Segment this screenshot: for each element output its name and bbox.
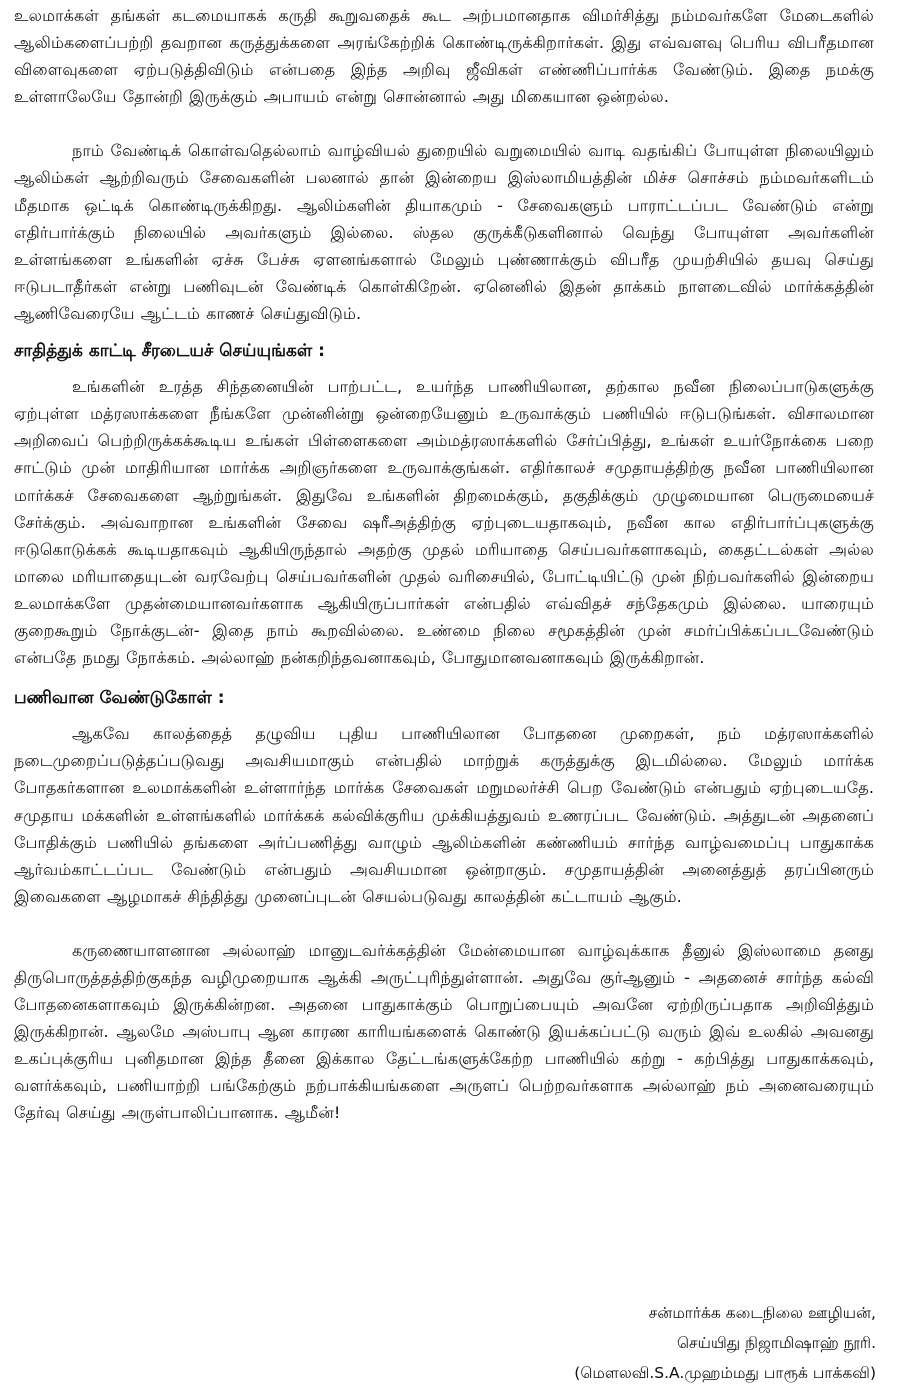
signature-block: [574, 1298, 876, 1388]
paragraph-2: நாம் வேண்டிக் கொள்வதெல்லாம் வாழ்வியல் துறையில் வறுமையில் வாடி வதங்கிப் போயுள்ள நிலையிலும் ஆலிம்கள் ஆற்றிவரும் சேவைகளின் பலனால் தான் இன்றைய இஸ்லாமியத்தின் மிச்ச சொச்சம் நம்மவர்களிடம் மீதமாக ஒட்டிக் கொண்டிருக்கிறது. ஆலிம்களின் தியாகமும் - சேவைகளும் பாராட்டப்பட வேண்டும் என்று எதிர்பார்க்கும் நிலையில் அவர்களும் இல்லை. ஸ்தல குருக்கீடுகளினால் வெந்து போயுள்ள அவர்களின் உள்ளங்களை உங்களின் ஏச்சு பேச்சு ஏளனங்களால் மேலும் புண்ணாக்கும் விபரீத முயற்சியில் தயவு செய்து ஈடுபடாதீர்கள் என்று பணிவுடன் வேண்டிக் கொள்கிறேன். ஏனெனில் இதன் தாக்கம் நாளடைவில் மார்க்கத்தின் ஆணிவேரையே ஆட்டம் காணச் செய்துவிடும்.: [14, 141, 874, 323]
section-heading-1: சாதித்துக் காட்டி சீரடையச் செய்யுங்கள் :: [14, 341, 325, 362]
signature-name: செய்யிது நிஜாமிஷாஹ் நூரி.: [676, 1334, 876, 1352]
paragraph-4: ஆகவே காலத்தைத் தழுவிய புதிய பாணியிலான போதனை முறைகள், நம் மத்ரஸாக்களில் நடைமுறைப்படுத்தப்படுவது அவசியமாகும் என்பதில் மாற்றுக் கருத்துக்கு இடமில்லை. மேலும் மார்க்க போதகர்களான உலமாக்களின் உள்ளார்ந்த மார்க்க சேவைகள் மறுமலர்ச்சி பெற வேண்டும் என்பதும் ஏற்புடையதே. சமுதாய மக்களின் உள்ளங்களில் மார்க்கக் கல்விக்குரிய முக்கியத்துவம் உணரப்பட வேண்டும். அத்துடன் அதனைப் போதிக்கும் பணியில் தங்களை அர்ப்பணித்து வாழும் ஆலிம்களின் கண்ணியம் சார்ந்த வாழ்வமைப்பு பாதுகாக்க ஆர்வம்காட்டப்பட வேண்டும் என்பதும் அவசியமான ஒன்றாகும். சமுதாயத்தின் அனைத்துத் தரப்பினரும் இவைகளை ஆழமாகச் சிந்தித்து முனைப்புடன் செயல்படுவது காலத்தின் கட்டாயம் ஆகும்.: [14, 724, 874, 906]
section-heading-2: பணிவான வேண்டுகோள் :: [14, 688, 225, 709]
paragraph-1: உலமாக்கள் தங்கள் கடமையாகக் கருதி கூறுவதைக் கூட அற்பமானதாக விமர்சித்து நம்மவர்களே மேடைகளில் ஆலிம்களைப்பற்றி தவறான கருத்துக்களை அரங்கேற்றிக் கொண்டிருக்கிறார்கள். இது எவ்வளவு பெரிய விபரீதமான விளைவுகளை ஏற்படுத்திவிடும் என்பதை இந்த அறிவு ஜீவிகள் எண்ணிப்பார்க்க வேண்டும். இதை நமக்கு உள்ளாலேயே தோன்றி இருக்கும் அபாயம் என்று சொன்னால் அது மிகையான ஒன்றல்ல.: [14, 6, 874, 107]
paragraph-3: உங்களின் உரத்த சிந்தனையின் பாற்பட்ட, உயர்ந்த பாணியிலான, தற்கால நவீன நிலைப்பாடுகளுக்கு ஏற்புள்ள மத்ரஸாக்களை நீங்களே முன்னின்று ஒன்றையேனும் உருவாக்கும் பணியில் ஈடுபடுங்கள். விசாலமான அறிவைப் பெற்றிருக்கக்கூடிய உங்கள் பிள்ளைகளை அம்மத்ரஸாக்களில் சேர்ப்பித்து, உங்கள் உயர்நோக்கை பறை சாட்டும் முன் மாதிரியான மார்க்க அறிஞர்களை உருவாக்குங்கள். எதிர்காலச் சமுதாயத்திற்கு நவீன பாணியிலான மார்க்கச் சேவைகளை ஆற்றுங்கள். இதுவே உங்களின் திறமைக்கும், தகுதிக்கும் முழுமையான பெருமையைச் சேர்க்கும். அவ்வாறான உங்களின் சேவை ஷரீஅத்திற்கு ஏற்புடையதாகவும், நவீன கால எதிர்பார்ப்புகளுக்கு ஈடுகொடுக்கக் கூடியதாகவும் ஆகியிருந்தால் அதற்கு முதல் மரியாதை செய்பவர்களாகவும், கைதட்டல்கள் அல்ல மாலை மரியாதையுடன் வரவேற்பு செய்பவர்களின் முதல் வரிசையில், போட்டியிட்டு முன் நிற்பவர்களில் இன்றைய உலமாக்களே முதன்மையானவர்களாக ஆகியிருப்பார்கள் என்பதில் எவ்விதச் சந்தேகமும் இல்லை. யாரையும் குறைகூறும் நோக்குடன்- இதை நாம் கூறவில்லை. உண்மை நிலை சமூகத்தின் முன் சமர்ப்பிக்கப்படவேண்டும் என்பதே நமது நோக்கம். அல்லாஹ் நன்கறிந்தவனாகவும், போதுமானவனாகவும் இருக்கிறான்.: [14, 377, 874, 668]
paragraph-5: கருணையாளனான அல்லாஹ் மானுடவர்க்கத்தின் மேன்மையான வாழ்வுக்காக தீனுல் இஸ்லாமை தனது திருபொருத்தத்திற்குகந்த வழிமுறையாக ஆக்கி அருட்புரிந்துள்ளான். அதுவே குர்ஆனும் - அதனைச் சார்ந்த கல்வி போதனைகளாகவும் இருக்கின்றன. அதனை பாதுகாக்கும் பொறுப்பையும் அவனே ஏற்றிருப்பதாக அறிவித்தும் இருக்கிறான். ஆலமே அஸ்பாபு ஆன காரண காரியங்களைக் கொண்டு இயக்கப்பட்டு வரும் இவ் உலகில் அவனது உகப்புக்குரிய புனிதமான இந்த தீனை இக்கால தேட்டங்களுக்கேற்ற பாணியில் கற்று - கற்பித்து பாதுகாக்கவும், வளர்க்கவும், பணியாற்றி பங்கேற்கும் நற்பாக்கியங்களை அருளப் பெற்றவர்களாக அல்லாஹ் நம் அனைவரையும் தேர்வு செய்து அருள்பாலிப்பானாக. ஆமீன்!: [14, 940, 874, 1123]
signature-title: சன்மார்க்க கடைநிலை ஊழியன்,: [648, 1304, 876, 1322]
signature-credential: (மௌலவி.S.A.முஹம்மது பாரூக் பாக்கவி): [574, 1364, 876, 1382]
